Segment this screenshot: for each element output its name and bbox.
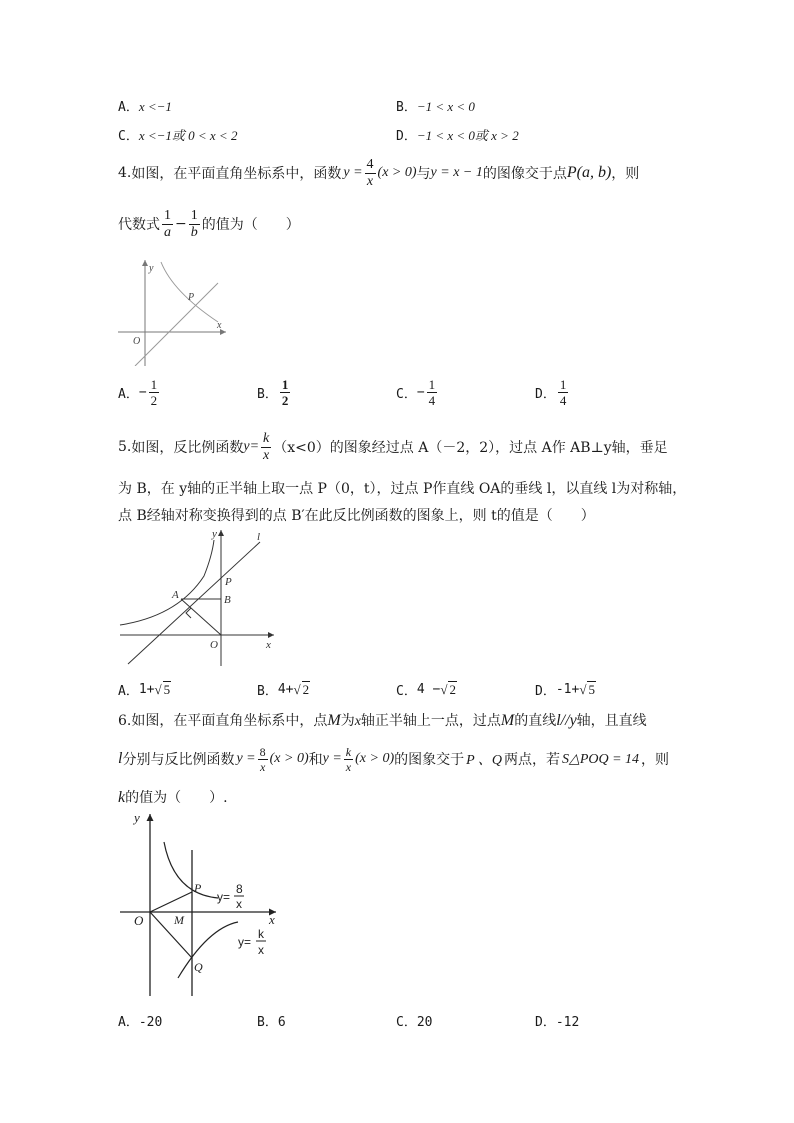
option-text: 6: [277, 1015, 286, 1030]
curve2-label-numerator: k: [258, 927, 264, 941]
q3-option-b: [396, 96, 475, 115]
math-m: M: [500, 712, 515, 729]
func-y: y=: [243, 439, 260, 454]
numerator: 4: [366, 156, 374, 172]
stem-text: ，则: [641, 752, 670, 768]
option-label: C．: [118, 129, 139, 144]
stem-text: 的图像交于点: [482, 166, 567, 182]
func-fraction: [261, 432, 271, 463]
q3-option-c: [118, 125, 237, 144]
option-label: A．: [118, 684, 139, 699]
option-prefix: 1+: [138, 682, 155, 697]
math-k: k: [118, 789, 126, 806]
stem-text: （x<0）的图象经过点 A（－2，2），过点 A作 AB⊥y轴，垂足: [273, 440, 668, 456]
origin-label: O: [210, 639, 218, 651]
q5-option-a: [118, 680, 171, 699]
curve-y-k-over-x: [178, 922, 238, 978]
x-axis-arrow: [268, 632, 274, 638]
origin-label: O: [134, 913, 144, 928]
option-text: x <−1或 0 < x < 2: [138, 128, 238, 143]
radicand: 5: [163, 682, 171, 697]
question-number: 6.: [118, 713, 132, 729]
q5-stem-line2: 为 B，在 y轴的正半轴上取一点 P（0，t），过点 P作直线 OA的垂线 l，以直线 l为对称轴，: [118, 481, 687, 497]
radical-sign: √: [154, 681, 162, 697]
curve-y-8-over-x: [164, 842, 218, 898]
q5-option-c: [396, 680, 457, 699]
denominator: x: [366, 173, 374, 189]
func-condition: (x > 0): [355, 751, 395, 766]
numerator: 1: [428, 377, 436, 392]
question-number: 4.: [118, 165, 132, 181]
y-axis-arrow: [147, 814, 154, 821]
segment-oq: [150, 912, 192, 958]
option-label: C．: [396, 684, 417, 699]
point-p-label: P: [225, 576, 232, 588]
stem-text: 的图象交于: [394, 752, 465, 768]
math-l-parallel-y: l//y: [556, 712, 577, 729]
sign: −: [138, 385, 147, 400]
y-axis-arrow: [142, 260, 148, 266]
option-fraction: [427, 378, 438, 407]
q3-option-d: [396, 125, 519, 144]
q6-stem-line1: [118, 710, 647, 730]
q6-option-b: [257, 1011, 286, 1030]
numerator: 1: [190, 207, 198, 223]
func-fraction: [365, 158, 376, 189]
stem-text: 为: [340, 713, 355, 729]
option-label: A．: [118, 387, 139, 402]
curve1-label-y: y=: [217, 890, 231, 904]
area-expression: S△POQ = 14: [562, 751, 640, 767]
option-label: C．: [396, 387, 417, 402]
q5-option-b: [257, 680, 310, 699]
x-label: x: [269, 912, 275, 927]
func-fraction-1: [258, 746, 268, 773]
question-number: 5.: [118, 439, 132, 455]
q4-option-c: [396, 378, 439, 407]
point-q-label: Q: [194, 960, 203, 974]
q3-option-a: [118, 96, 172, 115]
q5-stem-line3: 点 B经轴对称变换得到的点 B′在此反比例函数的图象上，则 t的值是（ ）: [118, 508, 595, 524]
option-text: -20: [138, 1015, 163, 1030]
option-label: D．: [535, 684, 556, 699]
stem-text: 两点，若: [504, 752, 561, 768]
option-label: A．: [118, 1015, 139, 1030]
q6-option-a: [118, 1011, 162, 1030]
radicand: 2: [449, 682, 456, 697]
q6-stem-line2: [118, 740, 669, 778]
option-prefix: 4 −: [416, 682, 441, 697]
numerator: 1: [150, 377, 158, 392]
q6-stem-line3: [118, 787, 228, 807]
curve1-label-numerator: 8: [236, 882, 243, 896]
q4-option-b: [257, 378, 292, 407]
math-m: M: [327, 712, 341, 729]
denominator: b: [190, 224, 198, 240]
q6-figure: [118, 808, 286, 1000]
option-label: D．: [535, 1015, 556, 1030]
math-l: l: [118, 750, 123, 767]
q5-stem-line1: [118, 428, 668, 466]
stem-text: 轴正半轴上一点，过点: [360, 713, 501, 729]
option-label: C．: [396, 1015, 417, 1030]
option-prefix: -1+: [555, 682, 580, 697]
stem-text: 和: [308, 752, 323, 768]
option-text: −1 < x < 0或 x > 2: [416, 128, 519, 143]
y-label: y: [212, 528, 217, 540]
stem-text: 的值为（ ）.: [125, 790, 228, 806]
func-condition: (x > 0): [269, 751, 309, 766]
q4-option-a: [118, 378, 161, 407]
origin-label: O: [133, 336, 141, 347]
stem-text: 如图，在平面直角坐标系中，点: [131, 713, 328, 729]
denominator: x: [345, 759, 352, 774]
expr-fraction-2: [189, 209, 200, 240]
curve2-label-denominator: x: [258, 943, 264, 957]
points-pq: P 、Q: [466, 753, 503, 768]
numerator: k: [263, 430, 270, 446]
y-label: y: [134, 810, 140, 825]
stem-text: 分别与反比例函数: [122, 752, 235, 768]
point-p-label: P: [188, 292, 195, 303]
denominator: 2: [281, 393, 289, 408]
option-label: A．: [118, 100, 139, 115]
hyperbola-curve: [120, 540, 214, 625]
line-graph: [135, 283, 218, 366]
option-fraction: [558, 378, 569, 407]
x-label: x: [266, 639, 271, 651]
numerator: k: [345, 744, 352, 759]
stem-text: 如图，反比例函数: [131, 440, 244, 456]
minus-sign: −: [175, 216, 187, 232]
option-text: 20: [416, 1015, 433, 1030]
stem-text: 轴，且直线: [576, 713, 647, 729]
stem-text: 如图，在平面直角坐标系中，函数: [131, 166, 342, 182]
q4-stem-line2: [118, 204, 300, 244]
func-fraction-2: [344, 746, 353, 773]
x-label: x: [217, 320, 222, 331]
denominator: a: [164, 224, 171, 240]
curve2-label-y: y=: [238, 935, 252, 949]
q6-option-d: [535, 1011, 579, 1030]
stem-text: 与: [416, 166, 431, 182]
expr-fraction-1: [162, 209, 173, 240]
denominator: 4: [559, 393, 567, 408]
numerator: 1: [559, 377, 567, 392]
q5-option-d: [535, 680, 596, 699]
y-axis-arrow: [218, 530, 224, 536]
sign: −: [416, 385, 425, 400]
denominator: 4: [428, 393, 436, 408]
option-label: B．: [257, 387, 278, 402]
func-condition: (x > 0): [377, 165, 417, 180]
denominator: x: [259, 759, 266, 774]
radical-sign: √: [440, 681, 448, 697]
math-x: x: [354, 714, 361, 729]
numerator: 1: [281, 377, 289, 392]
numerator: 8: [259, 744, 266, 759]
func-y: y =: [343, 165, 363, 180]
option-label: B．: [396, 100, 417, 115]
func-y: y =: [236, 751, 256, 766]
option-label: D．: [396, 129, 417, 144]
option-label: B．: [257, 1015, 278, 1030]
radicand: 5: [588, 682, 595, 697]
denominator: x: [263, 447, 270, 463]
stem-text: 的直线: [514, 713, 557, 729]
option-text: −1 < x < 0: [416, 99, 475, 114]
option-label: B．: [257, 684, 278, 699]
point-b-label: B: [224, 594, 231, 606]
segment-oa: [181, 599, 221, 635]
denominator: 2: [150, 393, 158, 408]
stem-text: 代数式: [118, 217, 160, 233]
q5-figure: [118, 526, 280, 668]
radical-sign: √: [293, 681, 301, 697]
q4-option-d: [535, 378, 570, 407]
option-fraction: [149, 378, 160, 407]
point-p-label: P: [194, 881, 202, 895]
stem-text: 的值为（ ）: [201, 217, 300, 233]
line-l-label: l: [257, 531, 261, 543]
line-l: [128, 542, 260, 664]
point-a-label: A: [172, 589, 179, 601]
func-y: y =: [322, 751, 342, 766]
y-label: y: [149, 263, 154, 274]
q4-stem-line1: [118, 155, 639, 191]
option-label: D．: [535, 387, 556, 402]
line-equation: y = x − 1: [430, 165, 483, 180]
curve1-label-denominator: x: [236, 897, 242, 911]
q6-option-c: [396, 1011, 432, 1030]
stem-text: ，则: [611, 166, 640, 182]
radical-sign: √: [579, 681, 587, 697]
point-m-label: M: [174, 913, 184, 927]
option-fraction: [280, 378, 291, 407]
segment-op: [150, 892, 192, 912]
radicand: 2: [302, 682, 310, 697]
option-prefix: 4+: [277, 682, 294, 697]
point-label: P(a, b): [566, 164, 612, 181]
numerator: 1: [164, 207, 171, 223]
option-text: -12: [555, 1015, 580, 1030]
q4-figure: [118, 258, 230, 366]
option-text: x <−1: [138, 99, 172, 114]
